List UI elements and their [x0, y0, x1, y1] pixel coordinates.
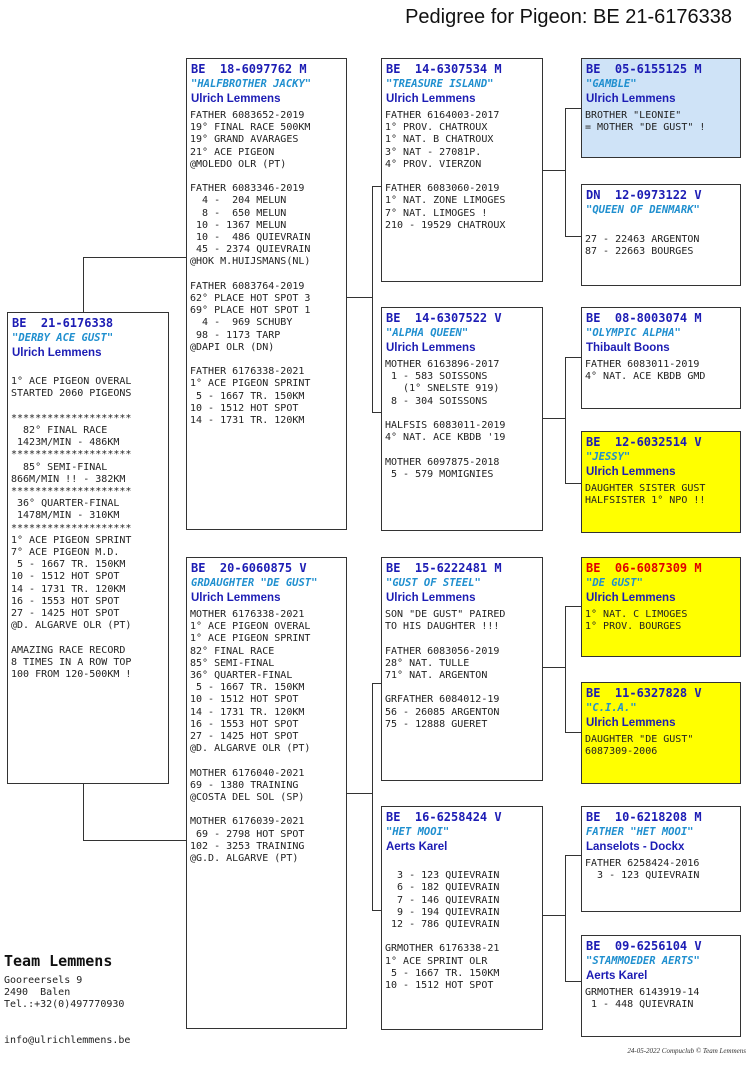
connector-line [372, 186, 373, 412]
connector-line [565, 108, 581, 109]
ring-number: BE 08-8003074 M [586, 311, 702, 325]
pigeon-name: "QUEEN OF DENMARK" [586, 204, 700, 216]
great-grandparent-card[interactable] [581, 806, 741, 912]
connector-line [565, 357, 566, 483]
page-title: Pedigree for Pigeon: BE 21-6176338 [405, 6, 732, 28]
connector-line [83, 840, 187, 841]
pigeon-name: "STAMMOEDER AERTS" [586, 955, 700, 967]
connector-line [83, 257, 187, 258]
connector-line [347, 297, 372, 298]
connector-line [565, 108, 566, 236]
connector-line [543, 418, 565, 419]
owner-name: Ulrich Lemmens [586, 592, 676, 604]
connector-line [565, 855, 566, 981]
performance-notes: 1° ACE PIGEON OVERAL STARTED 2060 PIGEONS ******************** 82° FINAL RACE 1423M/MIN - 486KM ******************** 85° SEMI-FINAL 866M/MIN !! - 382KM ******************** 36° QUARTER-FINAL 1478M/MIN - 310KM ******************** 1° ACE PIGEON SPRINT 7° ACE PIGEON M.D. 5 - 1667 TR. 150KM 10 - 1512 HOT SPOT 14 - 1731 TR. 120KM 16 - 1553 HOT SPOT 27 - 1425 HOT SPOT @D. ALGARVE OLR (PT) AMAZING RACE RECORD 8 TIMES IN A ROW TOP 100 FROM 120-500KM ! [11, 376, 132, 681]
performance-notes: FATHER 6083011-2019 4° NAT. ACE KBDB GMD [585, 359, 706, 383]
grandfather-maternal-card[interactable] [381, 557, 543, 781]
ring-number: BE 20-6060875 V [191, 561, 307, 575]
ring-number: DN 12-0973122 V [586, 188, 702, 202]
connector-line [565, 606, 581, 607]
ring-number: BE 09-6256104 V [586, 939, 702, 953]
connector-line [543, 667, 565, 668]
great-grandparent-card[interactable] [581, 557, 741, 657]
connector-line [372, 683, 373, 910]
performance-notes: 27 - 22463 ARGENTON 87 - 22663 BOURGES [585, 234, 700, 258]
owner-name: Ulrich Lemmens [191, 592, 281, 604]
team-email[interactable]: info@ulrichlemmens.be [4, 1035, 131, 1046]
ring-number: BE 11-6327828 V [586, 686, 702, 700]
connector-line [565, 483, 581, 484]
owner-name: Thibault Boons [586, 342, 670, 354]
pigeon-name: "HET MOOI" [386, 826, 450, 838]
pigeon-name: "DERBY ACE GUST" [12, 332, 114, 344]
performance-notes: 3 - 123 QUIEVRAIN 6 - 182 QUIEVRAIN 7 - 146 QUIEVRAIN 9 - 194 QUIEVRAIN 12 - 786 QUIEVRAIN GRMOTHER 6176338-21 1° ACE SPRINT OLR 5 - 1667 TR. 150KM 10 - 1512 HOT SPOT [385, 870, 500, 992]
connector-line [83, 257, 84, 314]
owner-name: Ulrich Lemmens [586, 466, 676, 478]
owner-name: Ulrich Lemmens [12, 347, 102, 359]
team-address: Gooreersels 9 2490 Balen Tel.:+32(0)497770930 [4, 975, 125, 1011]
footer-credit: 24-05-2022 Compuclub © Team Lemmens [627, 1047, 746, 1055]
ring-number: BE 16-6258424 V [386, 810, 502, 824]
performance-notes: GRMOTHER 6143919-14 1 - 448 QUIEVRAIN [585, 987, 700, 1011]
performance-notes: FATHER 6258424-2016 3 - 123 QUIEVRAIN [585, 858, 700, 882]
pigeon-name: "GAMBLE" [586, 78, 637, 90]
great-grandparent-card[interactable] [581, 58, 741, 158]
connector-line [347, 793, 372, 794]
ring-number: BE 15-6222481 M [386, 561, 502, 575]
pigeon-name: "C.I.A." [586, 702, 637, 714]
team-name: Team Lemmens [4, 952, 113, 970]
ring-number: BE 10-6218208 M [586, 810, 702, 824]
connector-line [565, 606, 566, 732]
connector-line [543, 915, 565, 916]
performance-notes: MOTHER 6163896-2017 1 - 583 SOISSONS (1° SNELSTE 919) 8 - 304 SOISSONS HALFSIS 6083011-2019 4° NAT. ACE KBDB '19 MOTHER 6097875-2018 5 - 579 MOMIGNIES [385, 359, 506, 480]
pigeon-name: "TREASURE ISLAND" [386, 78, 494, 90]
great-grandparent-card[interactable] [581, 431, 741, 533]
performance-notes: MOTHER 6176338-2021 1° ACE PIGEON OVERAL 1° ACE PIGEON SPRINT 82° FINAL RACE 85° SEMI-FINAL 36° QUARTER-FINAL 5 - 1667 TR. 150KM 10 - 1512 HOT SPOT 14 - 1731 TR. 120KM 16 - 1553 HOT SPOT 27 - 1425 HOT SPOT @D. ALGARVE OLR (PT) MOTHER 6176040-2021 69 - 1380 TRAINING @COSTA DEL SOL (SP) MOTHER 6176039-2021 69 - 2798 HOT SPOT 102 - 3253 TRAINING @G.D. ALGARVE (PT) [190, 609, 311, 865]
father-card[interactable] [186, 58, 347, 530]
connector-line [565, 981, 581, 982]
owner-name: Aerts Karel [386, 841, 448, 853]
pigeon-name: "ALPHA QUEEN" [386, 327, 469, 339]
subject-card[interactable] [7, 312, 169, 784]
owner-name: Ulrich Lemmens [586, 717, 676, 729]
connector-line [543, 170, 565, 171]
ring-number: BE 21-6176338 [12, 316, 114, 330]
connector-line [565, 732, 581, 733]
owner-name: Ulrich Lemmens [191, 93, 281, 105]
pigeon-name: "HALFBROTHER JACKY" [191, 78, 312, 90]
ring-number: BE 14-6307522 V [386, 311, 502, 325]
great-grandparent-card[interactable] [581, 682, 741, 784]
ring-number: BE 06-6087309 M [586, 561, 702, 575]
owner-name: Ulrich Lemmens [586, 93, 676, 105]
great-grandparent-card[interactable] [581, 184, 741, 286]
performance-notes: FATHER 6164003-2017 1° PROV. CHATROUX 1° NAT. B CHATROUX 3° NAT - 27081P. 4° PROV. VIERZON FATHER 6083060-2019 1° NAT. ZONE LIMOGES 7° NAT. LIMOGES ! 210 - 19529 CHATROUX [385, 110, 506, 231]
connector-line [83, 783, 84, 840]
connector-line [565, 236, 581, 237]
great-grandparent-card[interactable] [581, 935, 741, 1037]
pigeon-name: GRDAUGHTER "DE GUST" [191, 577, 318, 589]
pigeon-name: "DE GUST" [586, 577, 643, 589]
owner-name: Ulrich Lemmens [386, 342, 476, 354]
grandmother-paternal-card[interactable] [381, 307, 543, 531]
owner-name: Lanselots - Dockx [586, 841, 685, 853]
performance-notes: 1° NAT. C LIMOGES 1° PROV. BOURGES [585, 609, 688, 633]
pigeon-name: FATHER "HET MOOI" [586, 826, 694, 838]
owner-name: Ulrich Lemmens [386, 93, 476, 105]
mother-card[interactable] [186, 557, 347, 1029]
owner-name: Ulrich Lemmens [386, 592, 476, 604]
grandfather-paternal-card[interactable] [381, 58, 543, 282]
performance-notes: FATHER 6083652-2019 19° FINAL RACE 500KM 19° GRAND AVARAGES 21° ACE PIGEON @MOLEDO OLR (PT) FATHER 6083346-2019 4 - 204 MELUN 8 - 650 MELUN 10 - 1367 MELUN 10 - 486 QUIEVRAIN 45 - 2374 QUIEVRAIN @HOK M.HUIJSMANS(NL) FATHER 6083764-2019 62° PLACE HOT SPOT 3 69° PLACE HOT SPOT 1 4 - 969 SCHUBY 98 - 1173 TARP @DAPI OLR (DN) FATHER 6176338-2021 1° ACE PIGEON SPRINT 5 - 1667 TR. 150KM 10 - 1512 HOT SPOT 14 - 1731 TR. 120KM [190, 110, 311, 427]
performance-notes: DAUGHTER "DE GUST" 6087309-2006 [585, 734, 694, 758]
pigeon-name: "OLYMPIC ALPHA" [586, 327, 681, 339]
owner-name: Aerts Karel [586, 970, 648, 982]
performance-notes: SON "DE GUST" PAIRED TO HIS DAUGHTER !!! FATHER 6083056-2019 28° NAT. TULLE 71° NAT. ARGENTON GRFATHER 6084012-19 56 - 26085 ARGENTON 75 - 12888 GUERET [385, 609, 506, 730]
ring-number: BE 14-6307534 M [386, 62, 502, 76]
connector-line [565, 357, 581, 358]
performance-notes: DAUGHTER SISTER GUST HALFSISTER 1° NPO !! [585, 483, 706, 507]
pigeon-name: "JESSY" [586, 451, 631, 463]
ring-number: BE 12-6032514 V [586, 435, 702, 449]
pigeon-name: "GUST OF STEEL" [386, 577, 481, 589]
ring-number: BE 18-6097762 M [191, 62, 307, 76]
grandmother-maternal-card[interactable] [381, 806, 543, 1030]
ring-number: BE 05-6155125 M [586, 62, 702, 76]
connector-line [565, 855, 581, 856]
performance-notes: BROTHER "LEONIE" = MOTHER "DE GUST" ! [585, 110, 706, 134]
great-grandparent-card[interactable] [581, 307, 741, 409]
